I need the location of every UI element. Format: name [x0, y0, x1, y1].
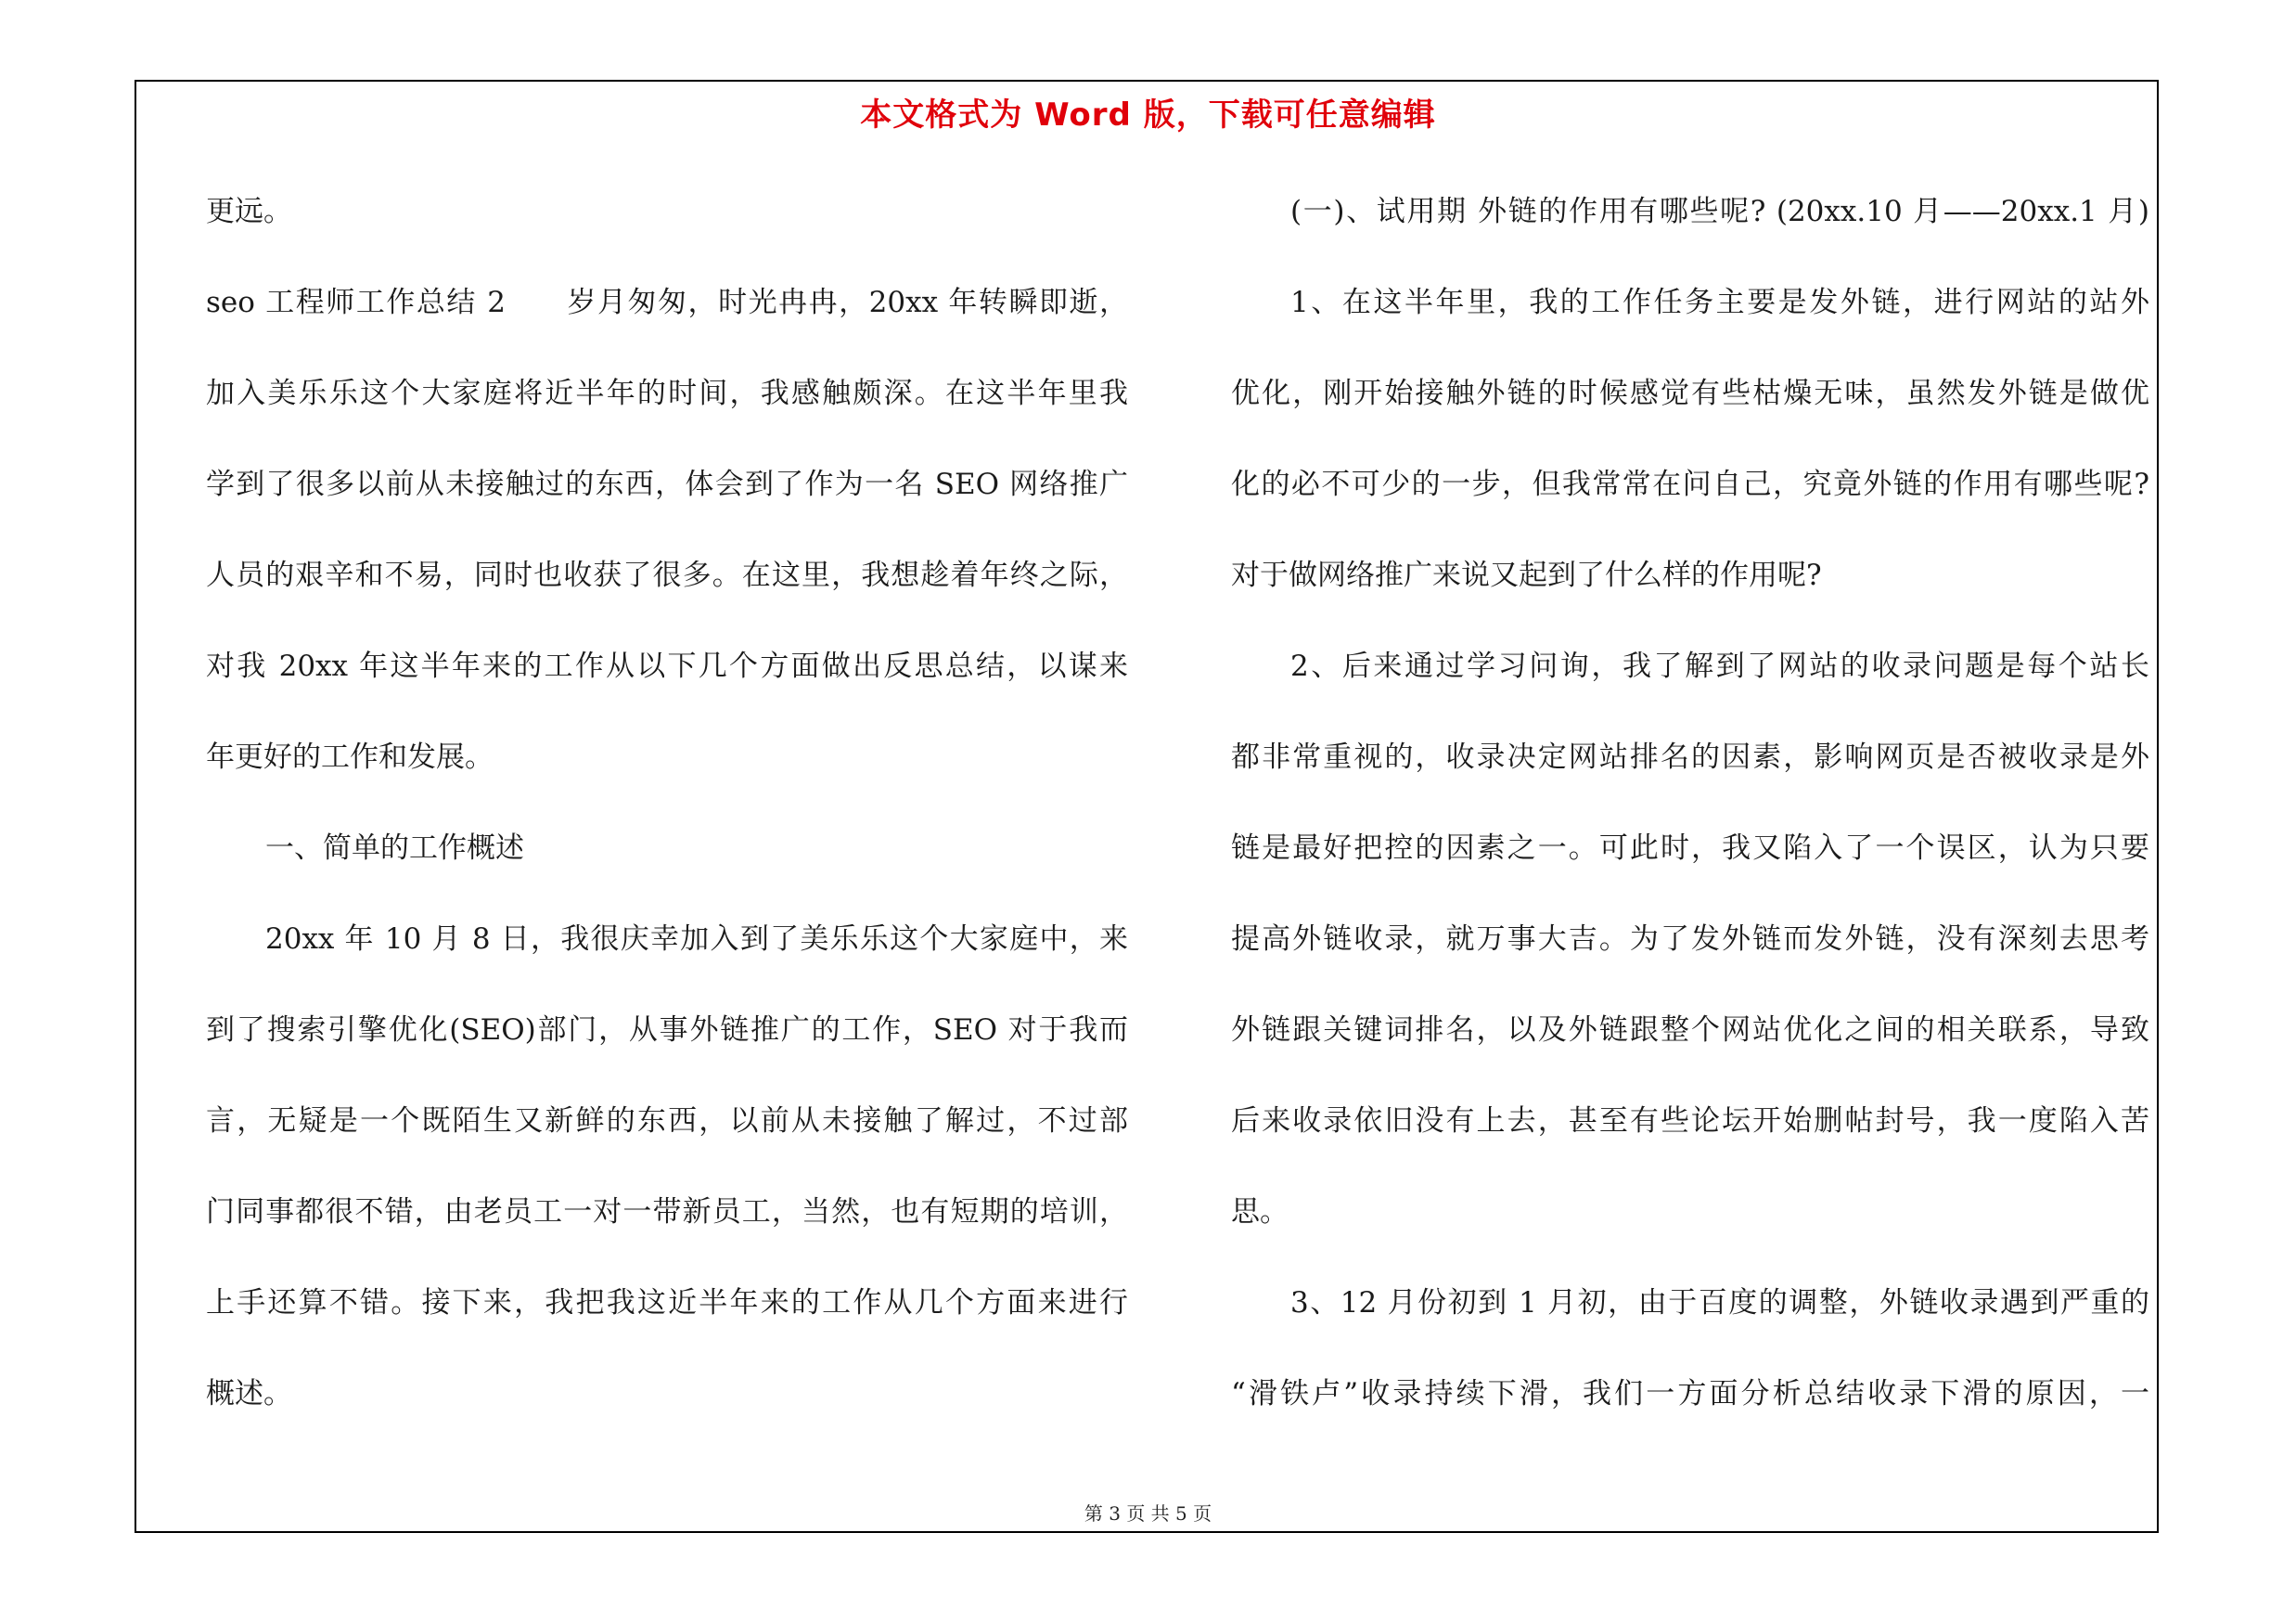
left-line-11: 言，无疑是一个既陌生又新鲜的东西，以前从未接触了解过，不过部	[206, 1104, 1128, 1138]
left-column	[206, 186, 1128, 1459]
left-line-1: 更远。	[206, 195, 292, 228]
right-line-12: 思。	[1231, 1195, 1289, 1229]
right-line-6: 2、后来通过学习问询，我了解到了网站的收录问题是每个站长	[1290, 650, 2149, 683]
right-line-2: 1、在这半年里，我的工作任务主要是发外链，进行网站的站外	[1290, 286, 2149, 319]
left-line-12: 门同事都很不错，由老员工一对一带新员工，当然，也有短期的培训，	[206, 1195, 1128, 1229]
right-column	[1231, 186, 2149, 1459]
section-heading: 一、简单的工作概述	[265, 831, 524, 865]
left-line-9: 20xx 年 10 月 8 日，我很庆幸加入到了美乐乐这个大家庭中，来	[265, 922, 1128, 956]
subsection-heading: (一)、试用期 外链的作用有哪些呢? (20xx.10 月——20xx.1 月)	[1290, 195, 2149, 228]
page-number: 第 3 页 共 5 页	[1084, 1502, 1212, 1525]
right-line-9: 提高外链收录，就万事大吉。为了发外链而发外链，没有深刻去思考	[1231, 922, 2149, 956]
left-line-10: 到了搜索引擎优化(SEO)部门，从事外链推广的工作，SEO 对于我而	[206, 1013, 1128, 1047]
left-line-14: 概述。	[206, 1377, 292, 1410]
right-line-8: 链是最好把控的因素之一。可此时，我又陷入了一个误区，认为只要	[1231, 831, 2149, 865]
right-line-5: 对于做网络推广来说又起到了什么样的作用呢?	[1231, 559, 1822, 592]
right-line-4: 化的必不可少的一步，但我常常在问自己，究竟外链的作用有哪些呢?	[1231, 468, 2149, 501]
left-line-6: 对我 20xx 年这半年来的工作从以下几个方面做出反思总结，以谋来	[206, 650, 1128, 683]
left-line-2: seo 工程师工作总结 2 岁月匆匆，时光冉冉，20xx 年转瞬即逝，	[206, 286, 1128, 319]
left-line-3: 加入美乐乐这个大家庭将近半年的时间，我感触颇深。在这半年里我	[206, 377, 1128, 410]
right-line-13: 3、12 月份初到 1 月初，由于百度的调整，外链收录遇到严重的	[1290, 1286, 2149, 1320]
right-line-7: 都非常重视的，收录决定网站排名的因素，影响网页是否被收录是外	[1231, 741, 2149, 774]
right-line-10: 外链跟关键词排名，以及外链跟整个网站优化之间的相关联系，导致	[1231, 1013, 2149, 1047]
left-line-13: 上手还算不错。接下来，我把我这近半年来的工作从几个方面来进行	[206, 1286, 1128, 1320]
right-line-11: 后来收录依旧没有上去，甚至有些论坛开始删帖封号，我一度陷入苦	[1231, 1104, 2149, 1138]
left-line-4: 学到了很多以前从未接触过的东西，体会到了作为一名 SEO 网络推广	[206, 468, 1128, 501]
right-line-3: 优化，刚开始接触外链的时候感觉有些枯燥无味，虽然发外链是做优	[1231, 377, 2149, 410]
format-notice: 本文格式为 Word 版，下载可任意编辑	[860, 97, 1436, 134]
left-line-5: 人员的艰辛和不易，同时也收获了很多。在这里，我想趁着年终之际，	[206, 559, 1128, 592]
left-line-7: 年更好的工作和发展。	[206, 741, 494, 774]
right-line-14: “滑铁卢”收录持续下滑，我们一方面分析总结收录下滑的原因，一	[1231, 1377, 2149, 1410]
